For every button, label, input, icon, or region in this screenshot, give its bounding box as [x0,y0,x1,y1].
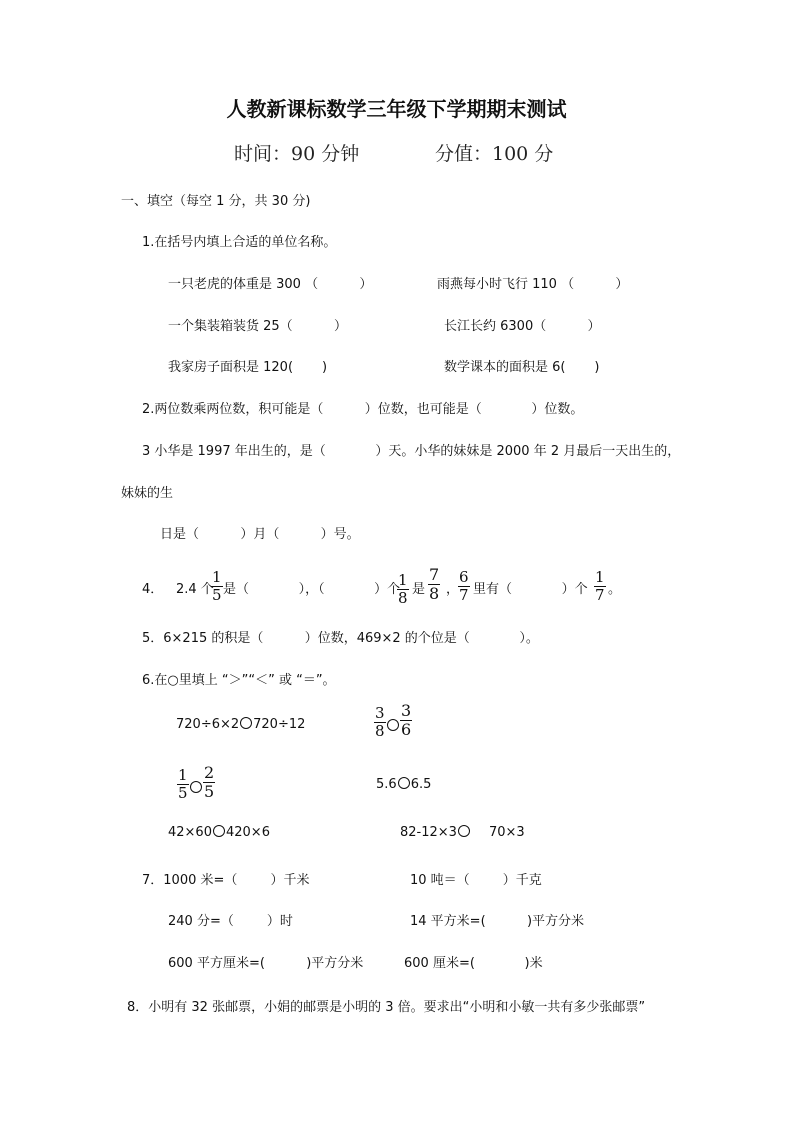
q7-item: 240 分=（ ）时 [168,914,293,929]
page-title: 人教新课标数学三年级下学期期末测试 [226,97,567,121]
q8-text: 8．小明有 32 张邮票，小娟的邮票是小明的 3 倍。要求出“小明和小敏一共有多少张邮票” [127,1000,646,1015]
fraction-numerator: 2 [204,763,215,782]
compare-circle[interactable] [458,825,470,837]
q6-comparison [376,776,431,794]
q3-line1: 3 小华是 1997 年出生的，是（ ）天。小华的妹妹是 2000 年 2 月最后一天出生的， [142,444,681,459]
q1-item: 长江长约 6300（ ） [444,319,601,334]
q6-comparison [168,824,270,842]
q1-item: 我家房子面积是 120( ) [168,360,328,375]
fraction-numerator: 6 [459,568,469,586]
q3-line2: 妹妹的生 [121,486,174,501]
q5-text: 5．6×215 的积是（ ）位数，469×2 的个位是（ ）。 [142,631,539,646]
fraction [177,768,189,801]
q4-number: 4． [142,582,164,597]
q4-text: ， [446,582,460,597]
fraction-numerator: 3 [401,701,412,720]
q4-text: 是（ ），（ ）个 [223,582,401,597]
fraction-denominator: 7 [459,586,469,604]
fraction [400,703,412,738]
fraction [594,570,606,603]
q1-item: 一只老虎的体重是 300 （ ） [168,277,373,292]
compare-circle[interactable] [398,777,410,789]
fraction-numerator: 1 [212,568,222,586]
q7-item: 14 平方米=( )平方分米 [410,914,585,929]
expression: 82-12×3 [400,825,457,840]
expression: 720÷6×2 [176,717,240,732]
fraction-numerator: 1 [595,568,605,586]
fraction-denominator: 5 [178,784,188,802]
expression: 42×60 [168,825,212,840]
q4-text: 是 [412,582,426,597]
compare-circle[interactable] [190,781,202,793]
fraction-denominator: 6 [401,720,412,739]
q4-text: 。 [608,582,622,597]
expression: 70×3 [488,825,525,840]
fraction [458,570,470,603]
fraction-denominator: 8 [398,589,408,607]
fraction [211,570,223,603]
compare-circle[interactable] [213,825,225,837]
fraction-denominator: 5 [204,782,215,801]
q7-item: 10 吨＝（ ）千克 [410,873,542,888]
fraction-denominator: 7 [595,586,605,604]
fraction-numerator: 1 [398,571,408,589]
time-label: 时间：90 分钟 [234,143,360,165]
q6-comparison [400,824,525,842]
section-heading: 一、填空（每空 1 分，共 30 分) [121,194,311,209]
q1-prompt: 1.在括号内填上合适的单位名称。 [142,235,337,250]
fraction-numerator: 7 [429,565,440,584]
expression: 420×6 [225,825,270,840]
expression: 6.5 [410,777,432,792]
q4-text: 2.4 个 [176,582,214,597]
q1-item: 一个集装箱装货 25（ ） [168,319,347,334]
q6-prompt: 6.在○里填上 “＞”“＜” 或 “＝”。 [142,673,336,688]
compare-circle[interactable] [387,719,399,731]
fraction-denominator: 8 [375,722,385,740]
q1-item: 数学课本的面积是 6( ) [444,360,600,375]
fraction [203,765,215,800]
score-label: 分值：100 分 [435,143,554,165]
q3-line3: 日是（ ）月（ ）号。 [160,527,360,542]
q4-text: 里有（ ）个 [473,582,588,597]
fraction [428,567,440,602]
fraction-denominator: 8 [429,584,440,603]
fraction-numerator: 3 [375,704,385,722]
fraction-numerator: 1 [178,766,188,784]
expression: 720÷12 [253,717,306,732]
q7-item: 600 平方厘米=( )平方分米 [168,956,364,971]
q7-item: 600 厘米=( )米 [404,956,543,971]
expression: 5.6 [376,777,397,792]
compare-circle[interactable] [240,717,252,729]
q1-item: 雨燕每小时飞行 110 （ ） [437,277,629,292]
q6-comparison [176,716,305,734]
fraction-denominator: 5 [212,586,222,604]
q2-text: 2.两位数乘两位数，积可能是（ ）位数，也可能是（ ）位数。 [142,402,584,417]
q7-item: 7．1000 米=（ ）千米 [142,873,310,888]
fraction [397,573,409,606]
fraction [374,706,386,739]
